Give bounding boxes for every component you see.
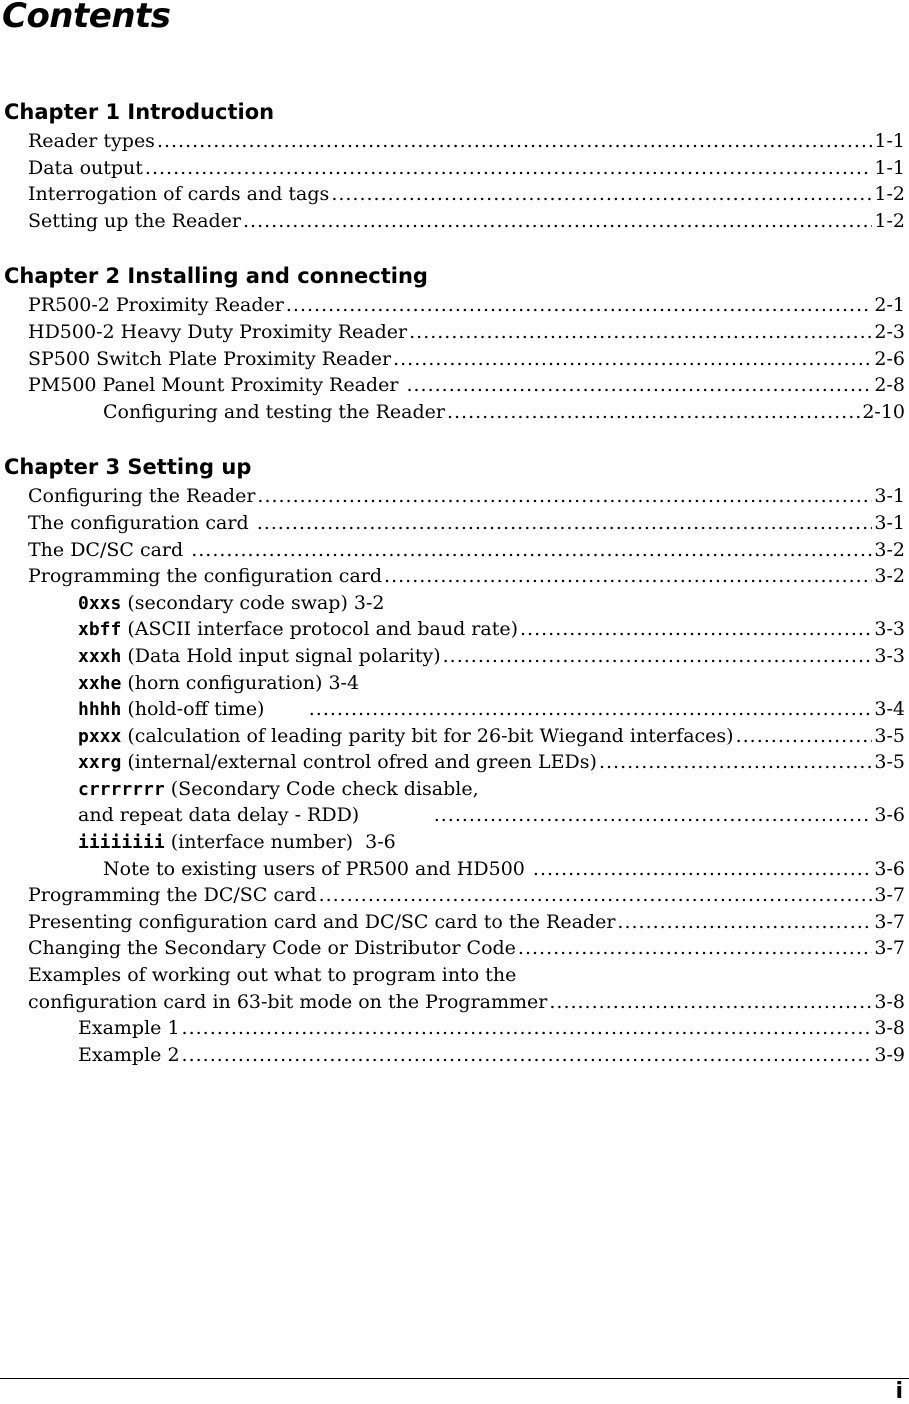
entry-text: SP500 Switch Plate Proximity Reader xyxy=(28,347,392,370)
page-title: Contents xyxy=(2,0,171,36)
toc-entry[interactable] xyxy=(0,935,905,962)
entry-label xyxy=(28,128,155,155)
dot-leader xyxy=(182,1042,873,1069)
entry-page-number: 3-3 xyxy=(874,618,905,641)
entry-text: (secondary code swap) 3-2 xyxy=(127,591,385,614)
entry-page-number: 3-5 xyxy=(874,724,905,747)
entry-text: The configuration card xyxy=(28,511,255,534)
toc-entry[interactable] xyxy=(0,616,905,643)
entry-text: Presenting configuration card and DC/SC card to the Reader xyxy=(28,910,616,933)
toc-entry[interactable] xyxy=(0,510,905,537)
entry-page-number: 3-8 xyxy=(874,1017,905,1040)
entry-label xyxy=(78,643,441,670)
entry-page-number: 3-1 xyxy=(874,485,905,508)
config-code: pxxx xyxy=(78,725,122,747)
entry-label xyxy=(78,802,432,829)
entry-text: Example 2 xyxy=(78,1043,180,1066)
table-of-contents xyxy=(0,96,905,1094)
entry-label xyxy=(28,346,391,373)
entry-label xyxy=(28,882,317,909)
entry-text: Configuring and testing the Reader xyxy=(103,400,445,423)
entry-page-number: 3-1 xyxy=(874,511,905,534)
entry-page-number: 3-8 xyxy=(874,990,905,1013)
entry-label xyxy=(28,319,407,346)
entry-text: PR500-2 Proximity Reader xyxy=(28,294,284,317)
chapter-section xyxy=(0,260,905,425)
entry-text: Note to existing users of PR500 and HD500 xyxy=(103,857,531,880)
dot-leader xyxy=(549,989,872,1016)
entry-text: configuration card in 63-bit mode on the Programmer xyxy=(28,990,548,1013)
dot-leader xyxy=(182,1015,873,1042)
entry-label xyxy=(78,590,385,617)
dot-leader xyxy=(443,643,873,670)
dot-leader xyxy=(145,155,872,182)
toc-entry[interactable] xyxy=(0,723,905,750)
chapter-title[interactable]: Chapter 2 Installing and connecting xyxy=(4,264,428,289)
entry-text: (Data Hold input signal polarity) xyxy=(127,644,441,667)
entry-text: Programming the configuration card xyxy=(28,565,383,588)
entry-page-number: 3-2 xyxy=(874,565,905,588)
dot-leader xyxy=(319,882,873,909)
entry-text: PM500 Panel Mount Proximity Reader xyxy=(28,374,405,397)
entry-page-number: 2-8 xyxy=(874,374,905,397)
dot-leader xyxy=(157,128,872,155)
dot-leader xyxy=(434,802,873,829)
dot-leader xyxy=(393,346,872,373)
entry-text: (interface number) 3-6 xyxy=(170,831,396,854)
entry-text: (ASCII interface protocol and baud rate) xyxy=(127,618,519,641)
entry-label xyxy=(28,372,404,399)
config-code: xxhe xyxy=(78,672,122,694)
entry-label xyxy=(78,776,479,803)
entry-label xyxy=(28,537,189,564)
toc-entry[interactable] xyxy=(0,989,905,1016)
toc-entry[interactable] xyxy=(0,909,905,936)
entry-page-number: 3-6 xyxy=(874,857,905,880)
entry-text: (horn configuration) 3-4 xyxy=(127,671,360,694)
entry-label xyxy=(28,989,547,1016)
toc-entry[interactable] xyxy=(0,962,905,989)
entry-text: (internal/external control ofred and green LEDs) xyxy=(127,751,597,774)
toc-entry[interactable] xyxy=(0,537,905,564)
entry-label xyxy=(28,909,615,936)
entry-label xyxy=(78,696,307,723)
entry-label xyxy=(28,155,143,182)
chapter-section xyxy=(0,96,905,234)
entry-page-number: 3-2 xyxy=(874,538,905,561)
entry-label xyxy=(103,856,531,883)
entry-page-number: 3-5 xyxy=(874,751,905,774)
toc-entry[interactable] xyxy=(0,749,905,776)
entry-page-number: 3-7 xyxy=(874,937,905,960)
entry-label xyxy=(28,935,516,962)
entry-text: HD500-2 Heavy Duty Proximity Reader xyxy=(28,320,408,343)
toc-entry[interactable] xyxy=(0,128,905,155)
entry-page-number: 3-7 xyxy=(874,910,905,933)
entry-label xyxy=(28,563,382,590)
entry-page-number: 1-2 xyxy=(874,183,905,206)
dot-leader xyxy=(406,372,872,399)
entry-text: (Secondary Code check disable, xyxy=(170,777,479,800)
entry-label xyxy=(28,208,241,235)
entry-page-number: 2-3 xyxy=(874,320,905,343)
toc-entry[interactable] xyxy=(0,1042,905,1069)
entry-page-number: 2-6 xyxy=(874,347,905,370)
toc-entry[interactable] xyxy=(0,346,905,373)
entry-page-number: 3-6 xyxy=(874,804,905,827)
entry-page-number: 2-1 xyxy=(874,294,905,317)
toc-entry[interactable] xyxy=(0,208,905,235)
toc-entry[interactable] xyxy=(0,882,905,909)
config-code: iiiiiiii xyxy=(78,832,165,854)
dot-leader xyxy=(257,483,872,510)
chapter-title[interactable]: Chapter 3 Setting up xyxy=(4,455,252,480)
entry-text: The DC/SC card xyxy=(28,538,190,561)
entry-page-number: 3-9 xyxy=(874,1043,905,1066)
entry-page-number: 1-1 xyxy=(874,130,905,152)
entry-label xyxy=(78,616,518,643)
entry-label xyxy=(28,181,329,208)
entry-text: (hold-off time) xyxy=(127,698,307,721)
dot-leader xyxy=(384,563,872,590)
toc-entry[interactable] xyxy=(0,696,905,723)
entry-text: Programming the DC/SC card xyxy=(28,884,317,907)
config-code: 0xxs xyxy=(78,592,122,614)
chapter-title[interactable]: Chapter 1 Introduction xyxy=(4,100,275,124)
entry-label xyxy=(103,399,445,426)
toc-entry[interactable] xyxy=(0,181,905,208)
dot-leader xyxy=(243,208,872,235)
entry-label xyxy=(78,749,597,776)
entry-page-number: 3-7 xyxy=(874,884,905,907)
toc-entry[interactable] xyxy=(0,856,905,883)
entry-label xyxy=(28,292,284,319)
entry-text: (calculation of leading parity bit for 26-bit Wiegand interfaces) xyxy=(127,724,734,747)
footer-rule xyxy=(0,1378,909,1379)
dot-leader xyxy=(191,537,872,564)
toc-entry[interactable] xyxy=(0,643,905,670)
toc-entry[interactable] xyxy=(0,155,905,182)
config-code: xxxh xyxy=(78,645,122,667)
dot-leader xyxy=(286,292,873,319)
entry-text: Setting up the Reader xyxy=(28,209,242,232)
entry-page-number: 2-10 xyxy=(862,400,905,423)
entry-label xyxy=(28,510,255,537)
toc-entry[interactable] xyxy=(0,776,905,803)
toc-entry[interactable] xyxy=(0,563,905,590)
entry-label xyxy=(28,483,255,510)
toc-entry[interactable] xyxy=(0,1015,905,1042)
dot-leader xyxy=(257,510,873,537)
dot-leader xyxy=(533,856,872,883)
dot-leader xyxy=(331,181,872,208)
toc-entry[interactable] xyxy=(0,483,905,510)
dot-leader xyxy=(409,319,872,346)
entry-text: and repeat data delay - RDD) xyxy=(78,804,432,827)
toc-entry[interactable] xyxy=(0,590,905,617)
dot-leader xyxy=(599,749,872,776)
entry-page-number: 1-2 xyxy=(874,209,905,232)
entry-label xyxy=(78,670,359,697)
config-code: crrrrrrr xyxy=(78,778,165,800)
toc-entry[interactable] xyxy=(0,670,905,697)
chapter-section xyxy=(0,451,905,1068)
entry-label xyxy=(78,829,396,856)
config-code: xxrg xyxy=(78,752,122,774)
entry-page-number: 1-1 xyxy=(874,156,905,179)
entry-label xyxy=(78,723,734,750)
dot-leader xyxy=(309,696,873,723)
entry-text: Interrogation of cards and tags xyxy=(28,183,330,206)
entry-text: Example 1 xyxy=(78,1017,180,1040)
entry-page-number: 3-3 xyxy=(874,644,905,667)
entry-text: Changing the Secondary Code or Distributor Code xyxy=(28,937,516,960)
entry-text: Data output xyxy=(28,156,143,179)
config-code: xbff xyxy=(78,619,122,641)
dot-leader xyxy=(518,935,872,962)
dot-leader xyxy=(520,616,872,643)
entry-text: Reader types xyxy=(28,130,155,152)
entry-label xyxy=(78,1015,180,1042)
dot-leader xyxy=(447,399,860,426)
toc-entry[interactable] xyxy=(0,399,905,426)
toc-entry[interactable] xyxy=(0,829,905,856)
page-number: i xyxy=(895,1379,903,1404)
entry-text: Examples of working out what to program into the xyxy=(28,964,517,987)
entry-text: Configuring the Reader xyxy=(28,485,256,508)
toc-entry[interactable] xyxy=(0,319,905,346)
dot-leader xyxy=(617,909,872,936)
entry-label xyxy=(78,1042,180,1069)
toc-entry[interactable] xyxy=(0,372,905,399)
entry-page-number: 3-4 xyxy=(874,698,905,721)
toc-entry[interactable] xyxy=(0,292,905,319)
dot-leader xyxy=(736,723,873,750)
config-code: hhhh xyxy=(78,699,122,721)
toc-entry[interactable] xyxy=(0,802,905,829)
entry-label xyxy=(28,962,516,989)
